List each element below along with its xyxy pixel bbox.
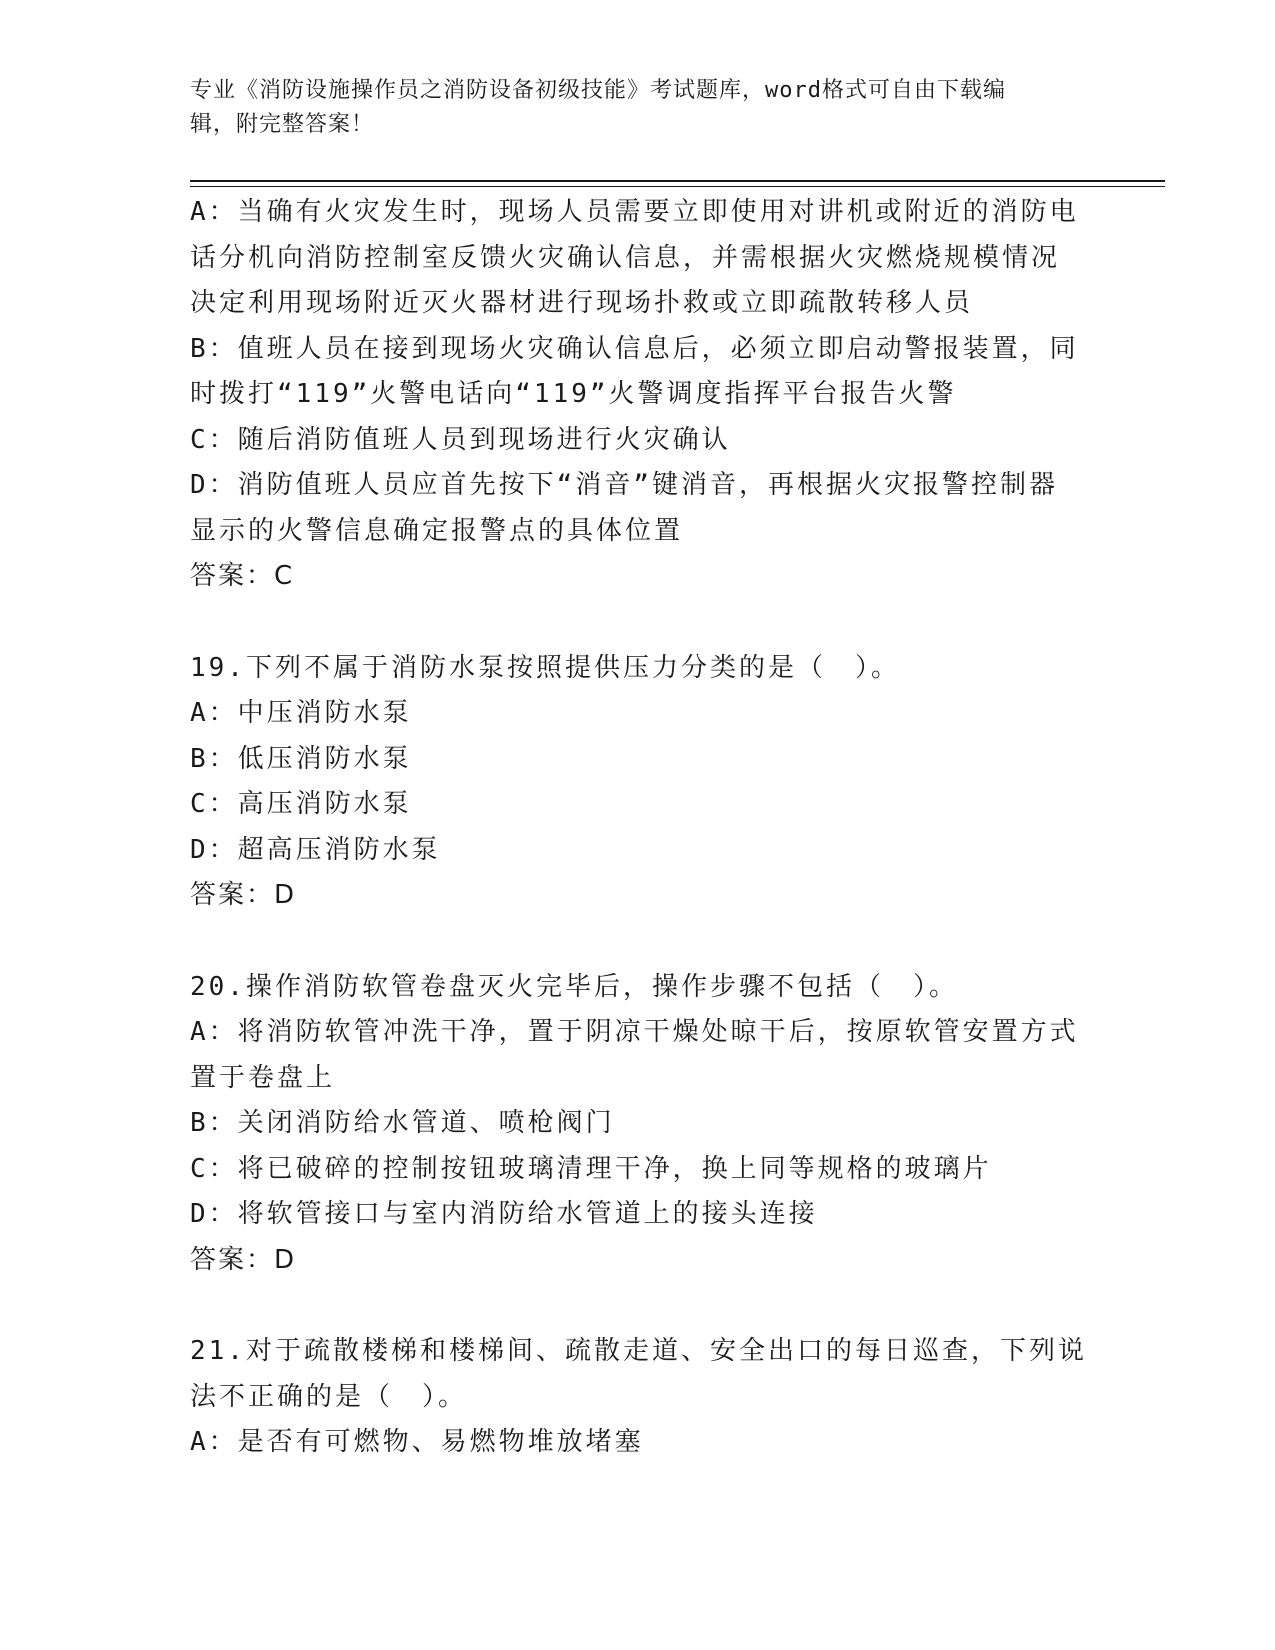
option-b-line: B：关闭消防给水管道、喷枪阀门 (190, 1108, 615, 1138)
option-d-line: 显示的火警信息确定报警点的具体位置 (190, 515, 684, 546)
option-c-line: C：随后消防值班人员到现场进行火灾确认 (190, 424, 731, 455)
option-a-line: A：将消防软管冲洗干净，置于阴凉干燥处晾干后，按原软管安置方式 (190, 1017, 1079, 1047)
option-d-line: D：将软管接口与室内消防给水管道上的接头连接 (190, 1199, 818, 1229)
option-a-line: A：是否有可燃物、易燃物堆放堵塞 (190, 1427, 644, 1457)
answer-label: 答案：D (190, 880, 297, 910)
question-text: 20.操作消防软管卷盘灭火完毕后，操作步骤不包括（ ）。 (190, 971, 958, 1002)
option-a-line: 决定利用现场附近灭火器材进行现场扑救或立即疏散转移人员 (190, 288, 974, 318)
option-a-line: 话分机向消防控制室反馈火灾确认信息，并需根据火灾燃烧规模情况 (190, 242, 1061, 273)
question-21 (190, 1329, 1090, 1466)
option-b-line: B：值班人员在接到现场火灾确认信息后，必须立即启动警报装置，同 (190, 333, 1079, 364)
header-divider-thin (190, 186, 1165, 187)
option-b-line: 时拨打“119”火警电话向“119”火警调度指挥平台报告火警 (190, 379, 957, 409)
option-a-line: A：中压消防水泵 (190, 698, 412, 728)
option-a-line: 置于卷盘上 (190, 1062, 336, 1093)
spacer (190, 919, 1090, 965)
option-b-line: B：低压消防水泵 (190, 743, 412, 774)
option-c-line: C：将已破碎的控制按钮玻璃清理干净，换上同等规格的玻璃片 (190, 1153, 992, 1184)
question-text: 法不正确的是（ ）。 (190, 1381, 468, 1412)
question-20 (190, 965, 1090, 1284)
header-divider-thick (190, 180, 1165, 182)
option-d-line: D：超高压消防水泵 (190, 834, 441, 865)
header-line-2: 辑，附完整答案！ (190, 112, 375, 137)
answer-label: 答案：C (190, 561, 295, 591)
answer-label: 答案：D (190, 1244, 297, 1275)
option-a-line: A：当确有火灾发生时，现场人员需要立即使用对讲机或附近的消防电 (190, 197, 1079, 227)
question-18-options (190, 190, 1090, 600)
spacer (190, 1283, 1090, 1329)
option-c-line: C：高压消防水泵 (190, 789, 412, 819)
spacer (190, 600, 1090, 646)
question-content (190, 190, 1090, 1466)
question-text: 19.下列不属于消防水泵按照提供压力分类的是（ ）。 (190, 652, 900, 683)
question-text: 21.对于疏散楼梯和楼梯间、疏散走道、安全出口的每日巡查，下列说 (190, 1336, 1087, 1366)
document-header (190, 74, 1090, 142)
header-line-1: 专业《消防设施操作员之消防设备初级技能》考试题库，word格式可自由下载编 (190, 78, 1006, 103)
option-d-line: D：消防值班人员应首先按下“消音”键消音，再根据火灾报警控制器 (190, 470, 1058, 500)
question-19 (190, 646, 1090, 919)
